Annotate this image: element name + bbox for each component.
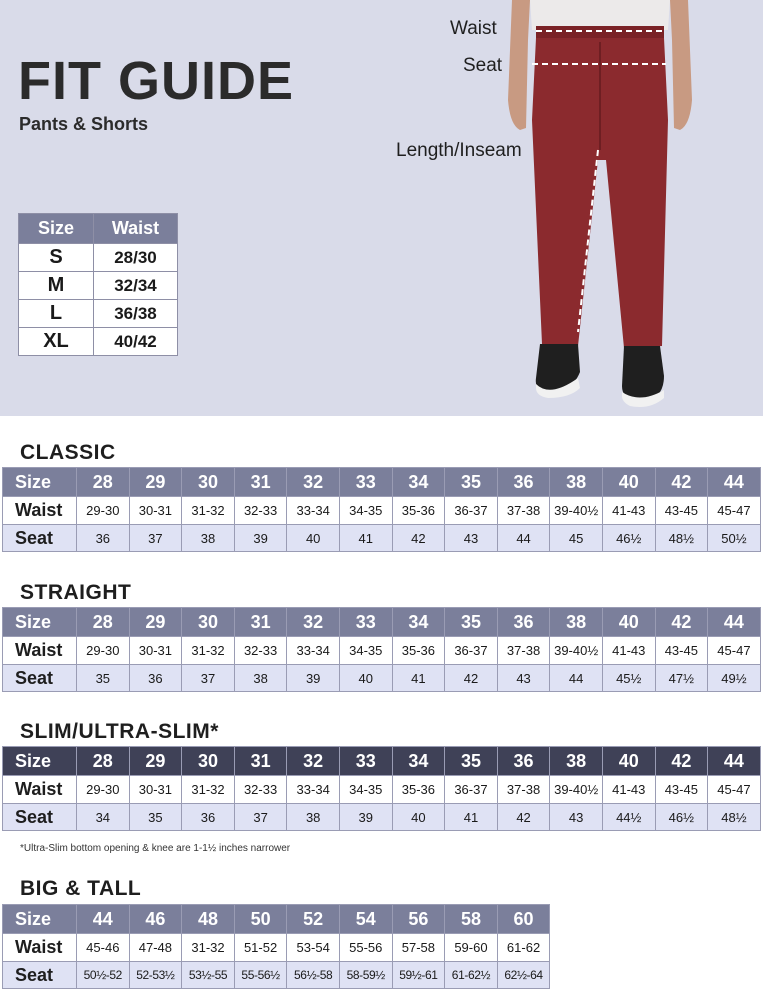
mini-waist-cell: 40/42 — [94, 328, 178, 356]
seat-label: Seat — [463, 55, 503, 76]
mini-table-row — [19, 328, 178, 356]
size-cell: 29 — [129, 747, 182, 776]
waist-cell: 47-48 — [129, 934, 182, 962]
seat-cell: 38 — [287, 804, 340, 831]
seat-row-label: Seat — [3, 804, 77, 831]
mini-size-cell: M — [19, 272, 94, 300]
size-cell: 34 — [392, 747, 445, 776]
seat-cell: 43 — [550, 804, 603, 831]
mini-table-row — [19, 272, 178, 300]
seat-cell: 39 — [234, 525, 287, 552]
size-cell: 35 — [445, 747, 498, 776]
waist-cell: 43-45 — [655, 637, 708, 665]
waist-cell: 33-34 — [287, 497, 340, 525]
size-cell: 52 — [287, 905, 340, 934]
page-subtitle: Pants & Shorts — [19, 114, 149, 134]
size-cell: 38 — [550, 468, 603, 497]
mini-waist-cell: 36/38 — [94, 300, 178, 328]
page-title: FIT GUIDE — [18, 51, 294, 111]
waist-cell: 51-52 — [234, 934, 287, 962]
seat-row — [3, 525, 761, 552]
waist-cell: 37-38 — [497, 776, 550, 804]
seat-cell: 50½ — [708, 525, 761, 552]
waist-row-label: Waist — [3, 776, 77, 804]
mini-size-cell: L — [19, 300, 94, 328]
seat-cell: 42 — [445, 665, 498, 692]
seat-cell: 42 — [497, 804, 550, 831]
waist-cell: 36-37 — [445, 497, 498, 525]
mini-waist-cell: 32/34 — [94, 272, 178, 300]
size-row — [3, 608, 761, 637]
section-title-slim: SLIM/ULTRA-SLIM* — [20, 720, 219, 743]
waist-cell: 31-32 — [182, 637, 235, 665]
waist-cell: 36-37 — [445, 637, 498, 665]
size-cell: 54 — [339, 905, 392, 934]
waist-cell: 41-43 — [602, 637, 655, 665]
seat-cell: 46½ — [655, 804, 708, 831]
waist-cell: 39-40½ — [550, 637, 603, 665]
waist-cell: 45-47 — [708, 637, 761, 665]
waist-row — [3, 637, 761, 665]
seat-cell: 58-59½ — [339, 962, 392, 989]
size-cell: 29 — [129, 468, 182, 497]
size-cell: 40 — [602, 608, 655, 637]
size-cell: 31 — [234, 468, 287, 497]
size-cell: 33 — [339, 747, 392, 776]
size-cell: 36 — [497, 747, 550, 776]
waist-cell: 32-33 — [234, 637, 287, 665]
waist-cell: 30-31 — [129, 637, 182, 665]
size-row-label: Size — [3, 468, 77, 497]
seat-cell: 41 — [339, 525, 392, 552]
seat-cell: 43 — [497, 665, 550, 692]
waist-cell: 30-31 — [129, 776, 182, 804]
waist-cell: 55-56 — [339, 934, 392, 962]
mini-waist-cell: 28/30 — [94, 244, 178, 272]
seat-cell: 37 — [129, 525, 182, 552]
size-cell: 30 — [182, 468, 235, 497]
waist-row — [3, 776, 761, 804]
seat-row-label: Seat — [3, 962, 77, 989]
size-cell: 34 — [392, 468, 445, 497]
size-row-label: Size — [3, 905, 77, 934]
size-row-label: Size — [3, 608, 77, 637]
waist-cell: 53-54 — [287, 934, 340, 962]
waist-cell: 33-34 — [287, 776, 340, 804]
waist-cell: 31-32 — [182, 497, 235, 525]
size-cell: 42 — [655, 608, 708, 637]
size-cell: 36 — [497, 468, 550, 497]
seat-cell: 48½ — [708, 804, 761, 831]
size-cell: 32 — [287, 747, 340, 776]
waist-cell: 35-36 — [392, 497, 445, 525]
size-cell: 33 — [339, 468, 392, 497]
seat-cell: 44½ — [602, 804, 655, 831]
waist-cell: 34-35 — [339, 776, 392, 804]
section-title-big-tall: BIG & TALL — [20, 877, 142, 900]
seat-cell: 40 — [287, 525, 340, 552]
seat-cell: 56½-58 — [287, 962, 340, 989]
shirt — [530, 0, 670, 30]
waist-cell: 61-62 — [497, 934, 550, 962]
waist-cell: 45-47 — [708, 497, 761, 525]
size-cell: 50 — [234, 905, 287, 934]
seat-row-label: Seat — [3, 665, 77, 692]
size-cell: 46 — [129, 905, 182, 934]
mini-size-cell: S — [19, 244, 94, 272]
seat-cell: 41 — [445, 804, 498, 831]
waist-cell: 59-60 — [445, 934, 498, 962]
waist-cell: 45-47 — [708, 776, 761, 804]
waist-row-label: Waist — [3, 497, 77, 525]
waist-cell: 29-30 — [77, 497, 130, 525]
waist-row — [3, 497, 761, 525]
size-cell: 44 — [77, 905, 130, 934]
size-cell: 28 — [77, 747, 130, 776]
section-title-straight: STRAIGHT — [20, 581, 132, 604]
seat-cell: 44 — [497, 525, 550, 552]
size-row — [3, 468, 761, 497]
size-waist-mini-table — [18, 213, 178, 356]
classic-size-table — [2, 467, 761, 552]
waist-cell: 41-43 — [602, 776, 655, 804]
seat-cell: 36 — [77, 525, 130, 552]
waist-cell: 31-32 — [182, 934, 235, 962]
waist-cell: 45-46 — [77, 934, 130, 962]
waist-cell: 29-30 — [77, 776, 130, 804]
seat-cell: 41 — [392, 665, 445, 692]
big-tall-size-table — [2, 904, 550, 989]
waist-cell: 37-38 — [497, 637, 550, 665]
seat-row — [3, 804, 761, 831]
waist-cell: 31-32 — [182, 776, 235, 804]
model-pants-illustration — [500, 0, 700, 416]
size-cell: 48 — [182, 905, 235, 934]
size-cell: 58 — [445, 905, 498, 934]
size-cell: 32 — [287, 608, 340, 637]
size-cell: 40 — [602, 468, 655, 497]
seat-cell: 40 — [339, 665, 392, 692]
size-cell: 28 — [77, 468, 130, 497]
waist-cell: 36-37 — [445, 776, 498, 804]
seat-cell: 42 — [392, 525, 445, 552]
section-title-classic: CLASSIC — [20, 441, 116, 464]
waistband — [536, 26, 664, 40]
seat-cell: 35 — [129, 804, 182, 831]
waist-cell: 39-40½ — [550, 497, 603, 525]
waist-cell: 41-43 — [602, 497, 655, 525]
size-row-label: Size — [3, 747, 77, 776]
waist-row — [3, 934, 550, 962]
seat-cell: 40 — [392, 804, 445, 831]
mini-size-cell: XL — [19, 328, 94, 356]
waist-cell: 37-38 — [497, 497, 550, 525]
waist-row-label: Waist — [3, 934, 77, 962]
seat-cell: 55-56½ — [234, 962, 287, 989]
waist-cell: 30-31 — [129, 497, 182, 525]
size-cell: 33 — [339, 608, 392, 637]
size-row — [3, 747, 761, 776]
seat-row — [3, 962, 550, 989]
size-cell: 44 — [708, 747, 761, 776]
size-cell: 38 — [550, 608, 603, 637]
seat-cell: 52-53½ — [129, 962, 182, 989]
seat-cell: 53½-55 — [182, 962, 235, 989]
waist-cell: 33-34 — [287, 637, 340, 665]
waist-cell: 43-45 — [655, 497, 708, 525]
size-cell: 31 — [234, 747, 287, 776]
seat-cell: 37 — [234, 804, 287, 831]
waist-cell: 35-36 — [392, 637, 445, 665]
seat-cell: 34 — [77, 804, 130, 831]
seat-cell: 46½ — [602, 525, 655, 552]
size-cell: 44 — [708, 468, 761, 497]
size-cell: 56 — [392, 905, 445, 934]
seat-cell: 36 — [129, 665, 182, 692]
seat-cell: 38 — [234, 665, 287, 692]
mini-table-row — [19, 300, 178, 328]
size-cell: 38 — [550, 747, 603, 776]
size-cell: 44 — [708, 608, 761, 637]
size-cell: 32 — [287, 468, 340, 497]
mini-table-header — [19, 214, 178, 244]
seat-cell: 39 — [339, 804, 392, 831]
size-cell: 36 — [497, 608, 550, 637]
seat-cell: 39 — [287, 665, 340, 692]
seat-cell: 61-62½ — [445, 962, 498, 989]
seat-cell: 45½ — [602, 665, 655, 692]
size-cell: 34 — [392, 608, 445, 637]
seat-cell: 48½ — [655, 525, 708, 552]
seat-cell: 37 — [182, 665, 235, 692]
waist-cell: 32-33 — [234, 776, 287, 804]
mini-table-row — [19, 244, 178, 272]
seat-cell: 36 — [182, 804, 235, 831]
length-inseam-label: Length/Inseam — [396, 140, 522, 161]
size-row — [3, 905, 550, 934]
seat-cell: 50½-52 — [77, 962, 130, 989]
slim-size-table — [2, 746, 761, 831]
waist-cell: 39-40½ — [550, 776, 603, 804]
seat-cell: 35 — [77, 665, 130, 692]
left-arm — [508, 0, 530, 130]
waist-cell: 43-45 — [655, 776, 708, 804]
waist-cell: 32-33 — [234, 497, 287, 525]
seat-cell: 49½ — [708, 665, 761, 692]
seat-cell: 47½ — [655, 665, 708, 692]
size-cell: 35 — [445, 468, 498, 497]
size-cell: 29 — [129, 608, 182, 637]
size-cell: 35 — [445, 608, 498, 637]
waist-cell: 29-30 — [77, 637, 130, 665]
waist-cell: 35-36 — [392, 776, 445, 804]
size-cell: 30 — [182, 608, 235, 637]
waist-cell: 57-58 — [392, 934, 445, 962]
waist-cell: 34-35 — [339, 637, 392, 665]
waist-row-label: Waist — [3, 637, 77, 665]
size-cell: 42 — [655, 747, 708, 776]
seat-cell: 43 — [445, 525, 498, 552]
size-cell: 40 — [602, 747, 655, 776]
seat-cell: 59½-61 — [392, 962, 445, 989]
seat-cell: 45 — [550, 525, 603, 552]
size-cell: 60 — [497, 905, 550, 934]
right-arm — [670, 0, 692, 130]
seat-cell: 62½-64 — [497, 962, 550, 989]
size-cell: 30 — [182, 747, 235, 776]
ultra-slim-note: *Ultra-Slim bottom opening & knee are 1-1½ inches narrower — [20, 843, 291, 854]
hero-banner — [0, 0, 763, 416]
size-cell: 42 — [655, 468, 708, 497]
waist-cell: 34-35 — [339, 497, 392, 525]
mini-header-size: Size — [19, 214, 94, 244]
seat-row-label: Seat — [3, 525, 77, 552]
mini-header-waist: Waist — [94, 214, 178, 244]
size-cell: 28 — [77, 608, 130, 637]
seat-cell: 44 — [550, 665, 603, 692]
seat-row — [3, 665, 761, 692]
waist-label: Waist — [450, 18, 497, 39]
seat-cell: 38 — [182, 525, 235, 552]
size-cell: 31 — [234, 608, 287, 637]
straight-size-table — [2, 607, 761, 692]
